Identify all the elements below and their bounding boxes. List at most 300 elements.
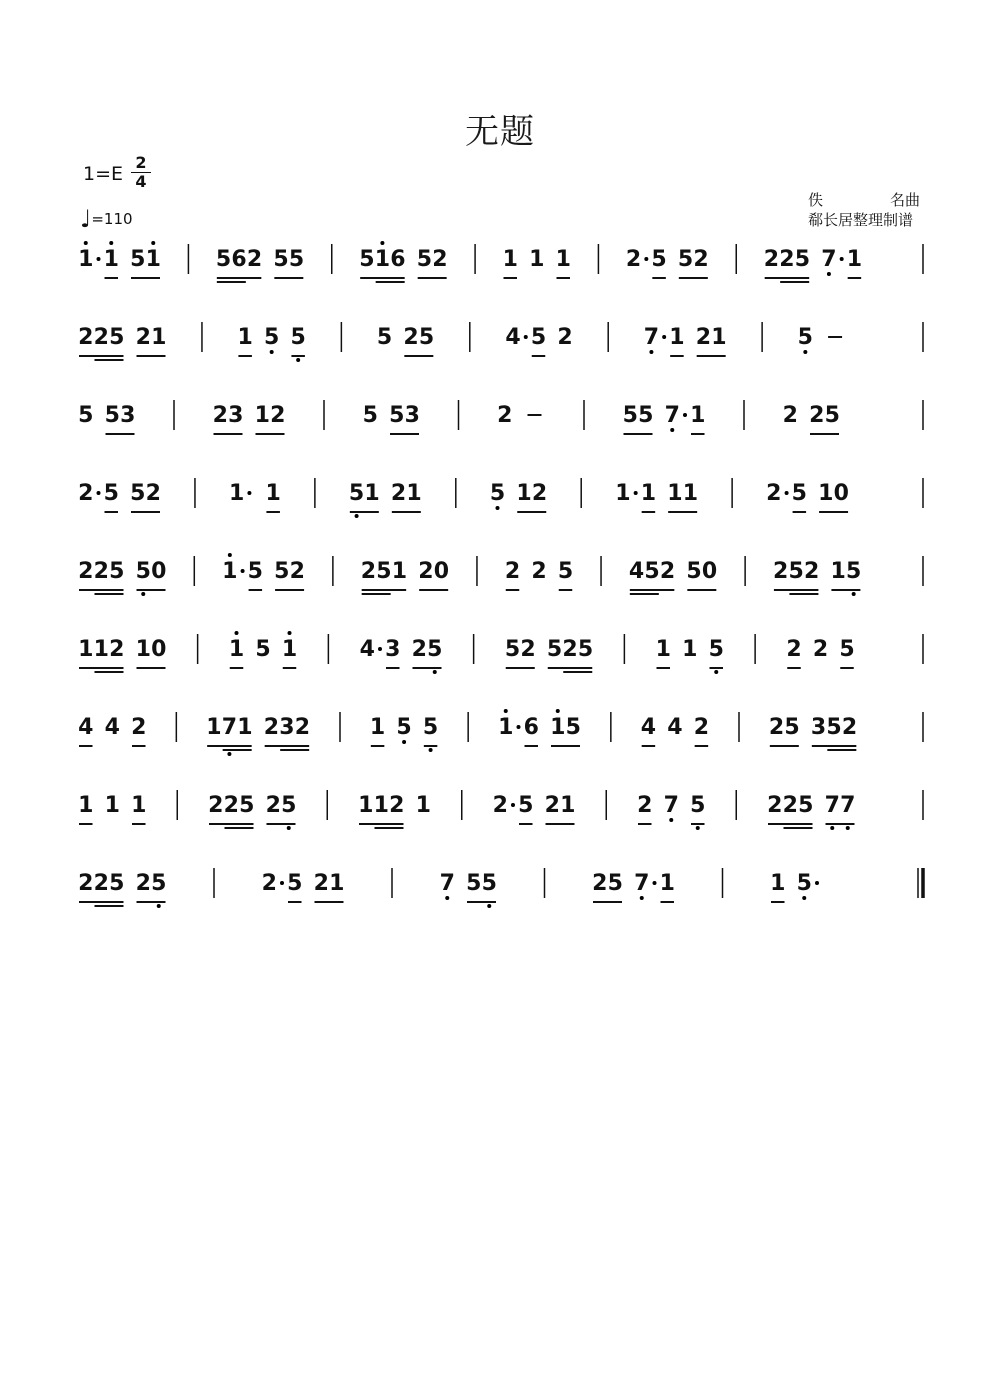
measure <box>358 793 431 828</box>
note: 7 <box>634 871 650 896</box>
augmentation-dot <box>280 881 284 885</box>
low-octave-dot <box>496 506 500 510</box>
note: 3 <box>279 715 295 740</box>
note: 5 <box>376 325 393 350</box>
low-octave-dot <box>669 818 673 822</box>
measure <box>377 325 434 356</box>
note: 1 <box>78 247 94 272</box>
note: 2 <box>592 871 608 896</box>
note: 2 <box>782 793 798 818</box>
note: 4 <box>505 325 521 350</box>
low-octave-dot <box>846 826 850 830</box>
note: 5 <box>644 559 660 584</box>
note: 5 <box>274 559 290 584</box>
note: 2 <box>562 637 578 662</box>
augmentation-dot <box>247 491 251 495</box>
note: 5 <box>826 715 842 740</box>
note: 2 <box>208 793 224 818</box>
measure <box>440 871 497 908</box>
note: 2 <box>637 793 653 818</box>
note: 2 <box>109 637 125 662</box>
low-octave-dot <box>714 670 718 674</box>
note: 5 <box>389 403 405 428</box>
high-octave-dot <box>151 241 155 245</box>
note: 1 <box>640 481 657 506</box>
note: 5 <box>481 871 497 896</box>
augmentation-dot <box>840 257 844 261</box>
note: 5 <box>824 403 840 428</box>
note: 1 <box>770 871 786 896</box>
low-octave-dot <box>830 826 834 830</box>
measure <box>206 715 310 756</box>
note: 1 <box>151 325 167 350</box>
note: 2 <box>782 403 798 428</box>
augmentation-dot <box>815 881 819 885</box>
note: 7 <box>663 793 679 818</box>
note: 5 <box>530 325 547 350</box>
measure <box>644 325 727 356</box>
measure <box>78 559 166 596</box>
note: 5 <box>794 247 811 272</box>
note: 4 <box>359 637 375 662</box>
note: 2 <box>270 403 286 428</box>
note: 5 <box>577 637 594 662</box>
note: 2 <box>520 637 536 662</box>
note: 5 <box>422 715 439 740</box>
low-octave-dot <box>402 740 406 744</box>
augmentation-dot <box>97 491 101 495</box>
note: 0 <box>433 559 450 584</box>
low-octave-dot <box>287 826 291 830</box>
note: 4 <box>104 715 120 740</box>
high-octave-dot <box>109 241 113 245</box>
low-octave-dot <box>429 748 433 752</box>
note: 2 <box>403 325 419 350</box>
note: 2 <box>497 403 513 428</box>
note: 6 <box>523 715 539 740</box>
measure <box>490 481 547 512</box>
note: 4 <box>78 715 94 740</box>
note: 3 <box>120 403 136 428</box>
score-line <box>78 868 923 908</box>
measure <box>238 325 306 362</box>
measure <box>767 793 855 830</box>
note: 2 <box>265 793 281 818</box>
low-octave-dot <box>487 904 491 908</box>
note: 5 <box>78 403 94 428</box>
high-octave-dot <box>84 241 88 245</box>
note: 2 <box>768 715 785 740</box>
note: 5 <box>638 403 654 428</box>
note: 2 <box>135 871 151 896</box>
measure <box>361 559 449 594</box>
note: 2 <box>531 559 547 584</box>
note: 2 <box>390 481 407 506</box>
measure <box>78 715 146 746</box>
note: 7 <box>643 325 660 350</box>
measure <box>229 631 297 668</box>
augmentation-dot <box>785 491 789 495</box>
note: 1 <box>406 481 422 506</box>
note: 5 <box>677 247 694 272</box>
measure <box>615 481 698 512</box>
note: 5 <box>546 637 563 662</box>
note: 1 <box>682 481 699 506</box>
note: 7 <box>824 793 840 818</box>
low-octave-dot <box>640 896 644 900</box>
score-line <box>78 478 923 518</box>
augmentation-dot <box>511 803 515 807</box>
note: 2 <box>812 637 829 662</box>
note: 2 <box>418 559 434 584</box>
note: 5 <box>376 559 392 584</box>
note: 5 <box>130 481 146 506</box>
note: 2 <box>145 481 161 506</box>
note: 2 <box>131 715 147 740</box>
low-octave-dot <box>355 514 359 518</box>
note: 5 <box>151 871 167 896</box>
note: 2 <box>531 481 548 506</box>
measure <box>637 793 705 830</box>
note: 2 <box>504 559 521 584</box>
note: 5 <box>239 793 255 818</box>
low-octave-dot <box>649 350 653 354</box>
note: 5 <box>103 481 119 506</box>
note: 2 <box>557 325 573 350</box>
note: 1 <box>846 247 863 272</box>
measure <box>78 871 166 908</box>
note: 2 <box>389 793 405 818</box>
note: 5 <box>348 481 365 506</box>
note: 5 <box>135 559 151 584</box>
note: 5 <box>565 715 581 740</box>
key-signature: 1=E <box>83 163 124 185</box>
note: 2 <box>809 403 825 428</box>
note: 2 <box>313 871 329 896</box>
note: 0 <box>833 481 849 506</box>
low-octave-dot <box>141 592 145 596</box>
high-octave-dot <box>504 709 508 713</box>
note: 1 <box>237 715 253 740</box>
note: 1 <box>529 247 545 272</box>
note: 1 <box>415 793 431 818</box>
measure <box>222 553 305 590</box>
measure <box>78 325 166 360</box>
note: 2 <box>786 637 802 662</box>
note: 3 <box>404 403 420 428</box>
measure <box>360 637 443 674</box>
note: 1 <box>145 247 161 272</box>
note: 2 <box>411 637 427 662</box>
note: 7 <box>821 247 837 272</box>
augmentation-dot <box>662 335 666 339</box>
note: 5 <box>788 559 804 584</box>
note: 5 <box>288 247 305 272</box>
note: 1 <box>667 481 683 506</box>
score-line <box>78 553 923 596</box>
note: 4 <box>640 715 657 740</box>
note: 0 <box>151 637 167 662</box>
measure <box>505 637 593 672</box>
note: 2 <box>625 247 642 272</box>
score-line <box>78 241 923 282</box>
note: 2 <box>659 559 676 584</box>
note: 5 <box>396 715 412 740</box>
page-title: 无题 <box>465 112 535 152</box>
high-octave-dot <box>235 631 239 635</box>
score-line <box>78 400 923 434</box>
note: 2 <box>78 325 94 350</box>
measure <box>363 403 420 434</box>
note: 3 <box>385 637 401 662</box>
note: 1 <box>229 481 245 506</box>
measure <box>497 403 541 428</box>
note: 1 <box>391 559 408 584</box>
note: 1 <box>364 481 380 506</box>
note: 5 <box>839 637 855 662</box>
note: 2 <box>432 247 448 272</box>
measure <box>78 241 161 278</box>
note: 1 <box>254 403 270 428</box>
note: 5 <box>518 793 534 818</box>
measure <box>770 871 819 902</box>
measure <box>766 481 849 512</box>
note: 1 <box>78 793 94 818</box>
time-signature-numerator: 2 <box>131 154 151 173</box>
measure <box>798 325 842 354</box>
note: 5 <box>215 247 232 272</box>
low-octave-dot <box>802 896 806 900</box>
note: 1 <box>78 637 94 662</box>
augmentation-dot <box>241 569 245 573</box>
score-line <box>78 322 923 362</box>
augmentation-dot <box>524 335 528 339</box>
measure <box>78 403 135 434</box>
note: 5 <box>109 559 125 584</box>
note: 1 <box>818 481 834 506</box>
note: 1 <box>206 715 222 740</box>
arranger-credit: 郗长居整理制谱 <box>808 211 914 229</box>
note: 2 <box>766 481 782 506</box>
note: 5 <box>281 793 297 818</box>
note: 5 <box>130 247 146 272</box>
measure <box>783 403 840 434</box>
measure <box>493 793 576 824</box>
score-line <box>78 709 923 756</box>
note: 5 <box>791 481 807 506</box>
note: 5 <box>290 325 306 350</box>
note: 5 <box>362 403 378 428</box>
note: 5 <box>255 637 271 662</box>
note: 5 <box>247 559 263 584</box>
measure <box>229 481 281 512</box>
note: 2 <box>841 715 858 740</box>
note: 2 <box>289 559 305 584</box>
low-octave-dot <box>852 592 856 596</box>
note: 1 <box>104 793 120 818</box>
note: 1 <box>135 637 151 662</box>
note: 2 <box>767 793 783 818</box>
note: 2 <box>695 325 712 350</box>
note: 5 <box>690 793 706 818</box>
note: 2 <box>223 793 239 818</box>
note: 5 <box>489 481 506 506</box>
note: 1 <box>560 793 576 818</box>
note: 5 <box>109 325 125 350</box>
measure <box>370 715 438 752</box>
augmentation-dot <box>634 491 638 495</box>
note: 5 <box>109 871 125 896</box>
note: 3 <box>228 403 244 428</box>
note: 1 <box>374 247 391 272</box>
note: 7 <box>840 793 856 818</box>
note: 2 <box>360 559 377 584</box>
augmentation-dot <box>683 413 687 417</box>
note: 1 <box>655 637 671 662</box>
low-octave-dot <box>270 350 274 354</box>
note: 1 <box>369 715 386 740</box>
low-octave-dot <box>445 896 449 900</box>
note: 6 <box>390 247 406 272</box>
note: 2 <box>78 481 94 506</box>
note: 5 <box>708 637 724 662</box>
note: 2 <box>763 247 780 272</box>
high-octave-dot <box>556 709 560 713</box>
note: 5 <box>557 559 574 584</box>
note: 2 <box>779 247 795 272</box>
note: 5 <box>466 871 482 896</box>
note: 7 <box>664 403 680 428</box>
note: 1 <box>659 871 675 896</box>
note: 2 <box>246 247 263 272</box>
high-octave-dot <box>228 553 232 557</box>
note: 1 <box>373 793 389 818</box>
note: 5 <box>798 793 814 818</box>
measure <box>641 715 709 746</box>
note: 5 <box>264 325 280 350</box>
note: 5 <box>651 247 667 272</box>
note: 5 <box>607 871 623 896</box>
measure <box>213 403 286 434</box>
note: 5 <box>427 637 443 662</box>
note: 5 <box>796 871 812 896</box>
augmentation-dot <box>517 725 521 729</box>
measure <box>208 793 296 830</box>
note: 2 <box>263 715 280 740</box>
note: 5 <box>418 325 435 350</box>
note: 1 <box>669 325 685 350</box>
note: 1 <box>281 637 298 662</box>
measure <box>505 559 573 590</box>
note: 2 <box>804 559 820 584</box>
measure <box>503 247 571 278</box>
note: 2 <box>294 715 311 740</box>
note: 1 <box>93 637 109 662</box>
high-octave-dot <box>380 241 384 245</box>
note: 1 <box>502 247 518 272</box>
quarter-note-icon: ♩ <box>80 205 92 233</box>
note: 1 <box>498 715 514 740</box>
note: 1 <box>555 247 571 272</box>
measure <box>78 793 146 824</box>
note: 2 <box>261 871 277 896</box>
low-octave-dot <box>670 428 674 432</box>
measure <box>626 247 709 278</box>
note: 1 <box>103 247 119 272</box>
note: 5 <box>104 403 120 428</box>
composer-credit-second: 名曲 <box>889 191 920 209</box>
note: 1 <box>329 871 345 896</box>
note: 2 <box>544 793 560 818</box>
note: 5 <box>287 871 303 896</box>
note: 5 <box>273 247 289 272</box>
note: 1 <box>711 325 727 350</box>
measure <box>505 325 572 356</box>
note: 1 <box>131 793 147 818</box>
low-octave-dot <box>157 904 161 908</box>
augmentation-dot <box>378 647 382 651</box>
augmentation-dot <box>644 257 648 261</box>
note: 5 <box>846 559 862 584</box>
low-octave-dot <box>696 826 700 830</box>
note: 1 <box>550 715 566 740</box>
note: 5 <box>504 637 521 662</box>
note: 5 <box>416 247 433 272</box>
measure <box>764 247 862 282</box>
note: 5 <box>686 559 702 584</box>
time-signature-denominator: 4 <box>135 172 147 191</box>
note: 1 <box>690 403 706 428</box>
tempo-value: =110 <box>91 210 133 228</box>
note: 1 <box>358 793 374 818</box>
note: 7 <box>221 715 238 740</box>
note: 1 <box>615 481 631 506</box>
note: 2 <box>78 559 94 584</box>
note: 2 <box>93 871 109 896</box>
measure <box>262 871 345 902</box>
score-line <box>78 790 923 830</box>
note: 1 <box>237 325 253 350</box>
measure <box>656 637 724 674</box>
note: 1 <box>830 559 846 584</box>
measure <box>498 709 581 746</box>
note: 1 <box>228 637 245 662</box>
note: 3 <box>810 715 827 740</box>
note: 0 <box>701 559 718 584</box>
measure <box>623 403 706 434</box>
measure <box>786 637 854 668</box>
augmentation-dot <box>97 257 101 261</box>
low-octave-dot <box>296 358 300 362</box>
score-line <box>78 631 923 674</box>
note: 4 <box>628 559 645 584</box>
low-octave-dot <box>227 752 231 756</box>
measure <box>769 715 857 750</box>
note: 1 <box>516 481 532 506</box>
low-octave-dot <box>827 272 831 276</box>
low-octave-dot <box>803 350 807 354</box>
measure <box>629 559 717 594</box>
measure <box>349 481 422 518</box>
measure <box>78 637 166 672</box>
measure <box>216 247 304 282</box>
note: 0 <box>151 559 167 584</box>
note: 2 <box>78 871 94 896</box>
note: 1 <box>265 481 281 506</box>
note: 2 <box>212 403 228 428</box>
note: 6 <box>231 247 247 272</box>
note: 2 <box>135 325 151 350</box>
